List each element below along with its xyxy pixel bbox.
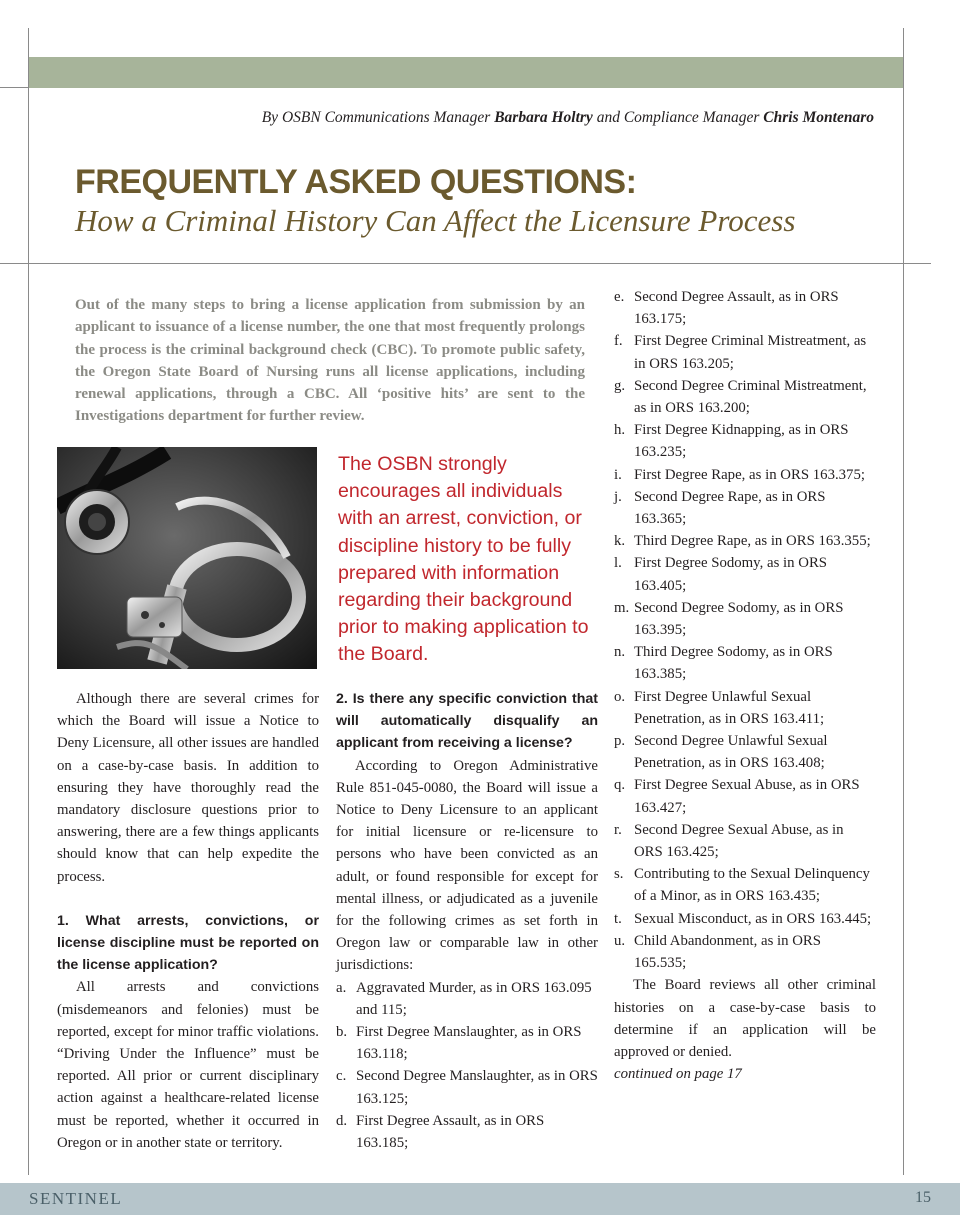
list-item-text: Second Degree Criminal Mistreatment, as in ORS 163.200; [634, 377, 867, 417]
list-item-letter: a. [336, 979, 347, 996]
list-item-text: First Degree Sexual Abuse, as in ORS 163.427; [634, 777, 860, 816]
column-right [614, 286, 876, 1085]
page-subtitle: How a Criminal History Can Affect the Licensure Process [75, 203, 796, 238]
list-item-text: First Degree Kidnapping, as in ORS 163.235; [634, 422, 849, 461]
page-title: FREQUENTLY ASKED QUESTIONS: [75, 163, 637, 201]
list-item-letter: u. [614, 932, 626, 949]
list-item-text: Child Abandonment, as in ORS 165.535; [634, 932, 822, 972]
list-item [614, 375, 876, 419]
list-item-letter: i. [614, 466, 622, 483]
list-item-letter: j. [614, 488, 622, 505]
list-item-letter: b. [336, 1024, 348, 1041]
byline-prefix: By OSBN Communications Manager [261, 109, 495, 126]
list-item-letter: t. [614, 910, 622, 927]
list-item-letter: o. [614, 688, 626, 705]
byline-author-1: Barbara Holtry [494, 109, 593, 126]
list-item-text: Second Degree Rape, as in ORS 163.365; [634, 488, 826, 528]
intro-paragraph: Out of the many steps to bring a license application from submission by an applicant to issuance of a license number, the one that most frequently prolongs the process is the criminal background check (CBC). To promote public safety, the Oregon State Board of Nursing runs all license applications, including renewal applications, through a CBC. All ‘positive hits’ are sent to the Investigations department for further review. [75, 297, 585, 425]
byline [262, 109, 874, 127]
list-item-letter: f. [614, 333, 623, 350]
list-item [614, 908, 876, 930]
list-item [614, 464, 876, 486]
question-2-heading: 2. Is there any specific conviction that will automatically disqualify an applicant from receiving a license? [336, 691, 598, 752]
list-item-letter: l. [614, 555, 622, 572]
list-item [614, 641, 876, 685]
list-item-text: First Degree Manslaughter, as in ORS 163.118; [356, 1024, 582, 1063]
byline-author-2: Chris Montenaro [763, 109, 874, 126]
list-item-text: Second Degree Manslaughter, as in ORS 163.125; [356, 1068, 598, 1107]
list-item-text: First Degree Sodomy, as in ORS 163.405; [634, 555, 828, 594]
list-item [614, 330, 876, 374]
list-item-text: Sexual Misconduct, as in ORS 163.445; [634, 910, 872, 927]
list-item-text: Second Degree Sexual Abuse, as in ORS 163.425; [634, 821, 844, 861]
byline-middle: and Compliance Manager [592, 109, 764, 126]
list-item [614, 686, 876, 730]
list-item [614, 286, 876, 330]
list-item-letter: p. [614, 733, 626, 750]
list-item-letter: m. [614, 599, 630, 616]
list-item-text: Second Degree Assault, as in ORS 163.175; [634, 289, 839, 328]
pull-quote: The OSBN strongly encourages all individuals with an arrest, conviction, or discipline history to be fully prepared with information regarding their background prior to making application to the Board. [338, 453, 589, 666]
list-item-text: Contributing to the Sexual Delinquency of a Minor, as in ORS 163.435; [634, 866, 870, 905]
column-left [57, 688, 319, 1154]
list-item [614, 730, 876, 774]
header-rule [0, 87, 29, 88]
page-number: 15 [915, 1189, 931, 1206]
list-item [336, 977, 598, 1021]
list-item-letter: e. [614, 289, 625, 305]
list-item-letter: g. [614, 377, 626, 394]
list-item-letter: s. [614, 866, 624, 883]
col1-paragraph-2: All arrests and convictions (misdemeanors and felonies) must be reported, except for minor traffic violations. “Driving Under the Influence” must be reported. All prior or current disciplinary action against a healthcare-related license must be reported, whether it occurred in Oregon or in another state or territory. [57, 979, 319, 1151]
list-item [614, 552, 876, 596]
list-item-text: Second Degree Unlawful Sexual Penetration, as in ORS 163.408; [634, 733, 828, 772]
list-item [336, 1021, 598, 1065]
list-item-text: First Degree Criminal Mistreatment, as in ORS 163.205; [634, 333, 867, 372]
col3-closing-paragraph: The Board reviews all other criminal histories on a case-by-case basis to determine if an application will be approved or denied. [614, 977, 876, 1060]
header-band [29, 57, 903, 88]
stethoscope-handcuffs-photo [57, 447, 317, 669]
column-middle [336, 688, 598, 1154]
list-item-letter: n. [614, 644, 626, 661]
list-item-letter: r. [614, 821, 622, 838]
page-footer [0, 1183, 960, 1215]
title-rule [0, 263, 931, 264]
list-item [336, 1065, 598, 1109]
list-item [614, 774, 876, 818]
list-item [614, 530, 876, 552]
list-item-text: Third Degree Sodomy, as in ORS 163.385; [634, 644, 833, 683]
list-item-text: Aggravated Murder, as in ORS 163.095 and 115; [356, 979, 592, 1018]
list-item-text: Third Degree Rape, as in ORS 163.355; [634, 533, 871, 550]
crime-list-part-1 [336, 977, 598, 1155]
list-item-letter: c. [336, 1068, 347, 1085]
list-item-text: First Degree Rape, as in ORS 163.375; [634, 466, 865, 483]
list-item-text: First Degree Unlawful Sexual Penetration, as in ORS 163.411; [634, 688, 825, 727]
list-item-text: First Degree Assault, as in ORS 163.185; [356, 1112, 545, 1152]
list-item [614, 419, 876, 463]
list-item [336, 1110, 598, 1154]
list-item-letter: d. [336, 1112, 348, 1129]
list-item-letter: k. [614, 533, 626, 550]
list-item [614, 930, 876, 974]
frame-line-right [903, 28, 904, 1175]
list-item [614, 819, 876, 863]
continued-note: continued on page 17 [614, 1066, 742, 1083]
list-item-letter: q. [614, 777, 626, 794]
list-item [614, 486, 876, 530]
list-item [614, 863, 876, 907]
publication-name: SENTINEL [29, 1189, 123, 1208]
list-item-text: Second Degree Sodomy, as in ORS 163.395; [634, 599, 844, 639]
col2-paragraph: According to Oregon Administrative Rule 851-045-0080, the Board will issue a Notice to Deny Licensure to an applicant for initial licensure or re-licensure to persons who have been convicted as an adult, or found responsible for except for mental illness, or adjudicated as a juvenile for the following crimes as set forth in Oregon law or comparable law in other jurisdictions: [336, 757, 598, 974]
frame-line-left [28, 28, 29, 1175]
list-item [614, 597, 876, 641]
question-1-heading: 1. What arrests, convictions, or license discipline must be reported on the license application? [57, 912, 319, 974]
crime-list-part-2 [614, 286, 876, 974]
list-item-letter: h. [614, 422, 626, 439]
col1-paragraph-1: Although there are several crimes for which the Board will issue a Notice to Deny Licensure, all other issues are handled on a case-by-case basis. In addition to ensuring they have thoroughly read the mandatory disclosure questions prior to answering, there are a few things applicants should know that can help expedite the process. [57, 691, 319, 885]
